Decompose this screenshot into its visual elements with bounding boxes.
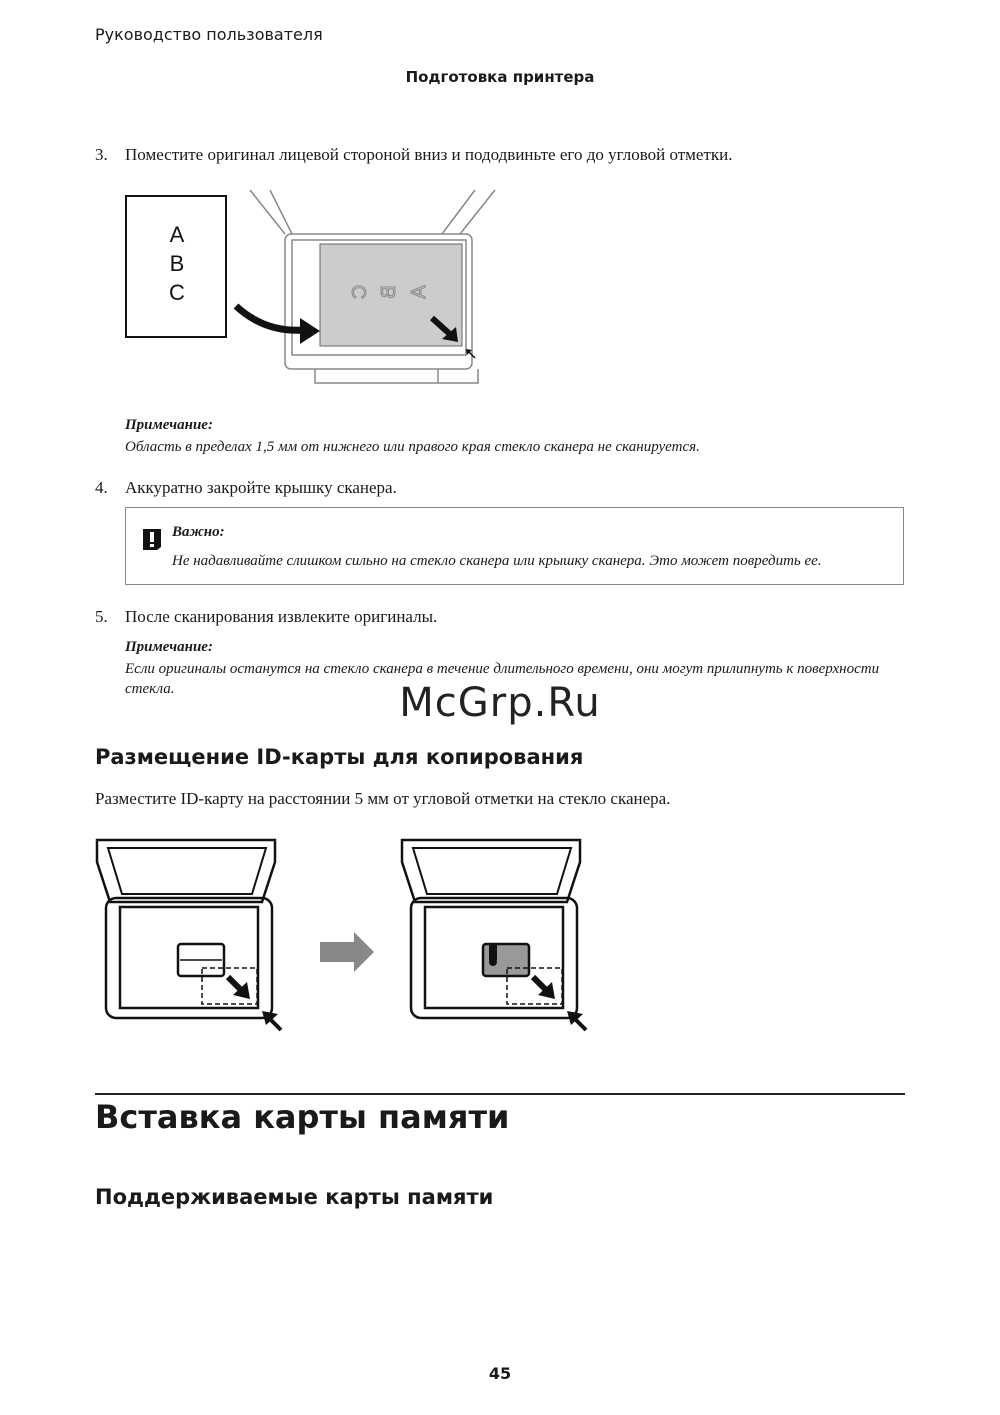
curved-arrow-head-icon	[300, 318, 320, 344]
note-1-label: Примечание:	[125, 417, 213, 433]
id-card-illustration	[92, 832, 602, 1042]
step-5-number: 5.	[95, 607, 108, 626]
important-label: Важно:	[172, 524, 225, 540]
important-box	[125, 507, 904, 585]
step-3-text: Поместите оригинал лицевой стороной вниз и пододвиньте его до угловой отметки.	[125, 145, 733, 164]
scanner-right	[402, 840, 586, 1030]
step-3	[95, 145, 733, 165]
manual-title: Руководство пользователя	[95, 25, 323, 44]
curved-arrow-icon	[236, 306, 305, 330]
subsection-heading: Поддерживаемые карты памяти	[95, 1185, 494, 1209]
chapter-rule	[95, 1093, 905, 1095]
original-letter-b: B	[169, 251, 185, 276]
step-5	[95, 607, 437, 627]
section-title: Подготовка принтера	[405, 68, 595, 86]
note-2-text: Если оригиналы останутся на стекло сканера в течение длительного времени, они могут прилипнуть к поверхности стекла.	[125, 661, 880, 697]
original-letter-a: A	[169, 222, 185, 247]
note-2-label: Примечание:	[125, 639, 213, 655]
mirrored-letter-a: A	[408, 285, 430, 299]
step-4-number: 4.	[95, 478, 108, 497]
step-5-text: После сканирования извлеките оригиналы.	[125, 607, 438, 626]
id-card-text: Разместите ID-карту на расстоянии 5 мм от угловой отметки на стекло сканера.	[95, 789, 671, 808]
chapter-heading: Вставка карты памяти	[95, 1098, 510, 1136]
step-3-number: 3.	[95, 145, 108, 164]
mirrored-letter-b: B	[378, 285, 400, 299]
mirrored-letter-c: C	[349, 284, 371, 300]
page-number: 45	[488, 1364, 512, 1383]
transition-arrow-icon	[320, 932, 374, 972]
important-text: Не надавливайте слишком сильно на стекло сканера или крышку сканера. Это может повредить ее.	[172, 553, 822, 569]
watermark: McGrp.Ru	[399, 680, 601, 726]
id-card-heading: Размещение ID-карты для копирования	[95, 745, 584, 769]
exclamation-icon	[140, 527, 164, 551]
step-4-text: Аккуратно закройте крышку сканера.	[125, 478, 397, 497]
note-1-text: Область в пределах 1,5 мм от нижнего или правого края стекло сканера не сканируется.	[125, 439, 700, 455]
place-original-illustration	[120, 188, 520, 388]
original-letter-c: C	[169, 280, 185, 305]
step-4	[95, 478, 397, 498]
